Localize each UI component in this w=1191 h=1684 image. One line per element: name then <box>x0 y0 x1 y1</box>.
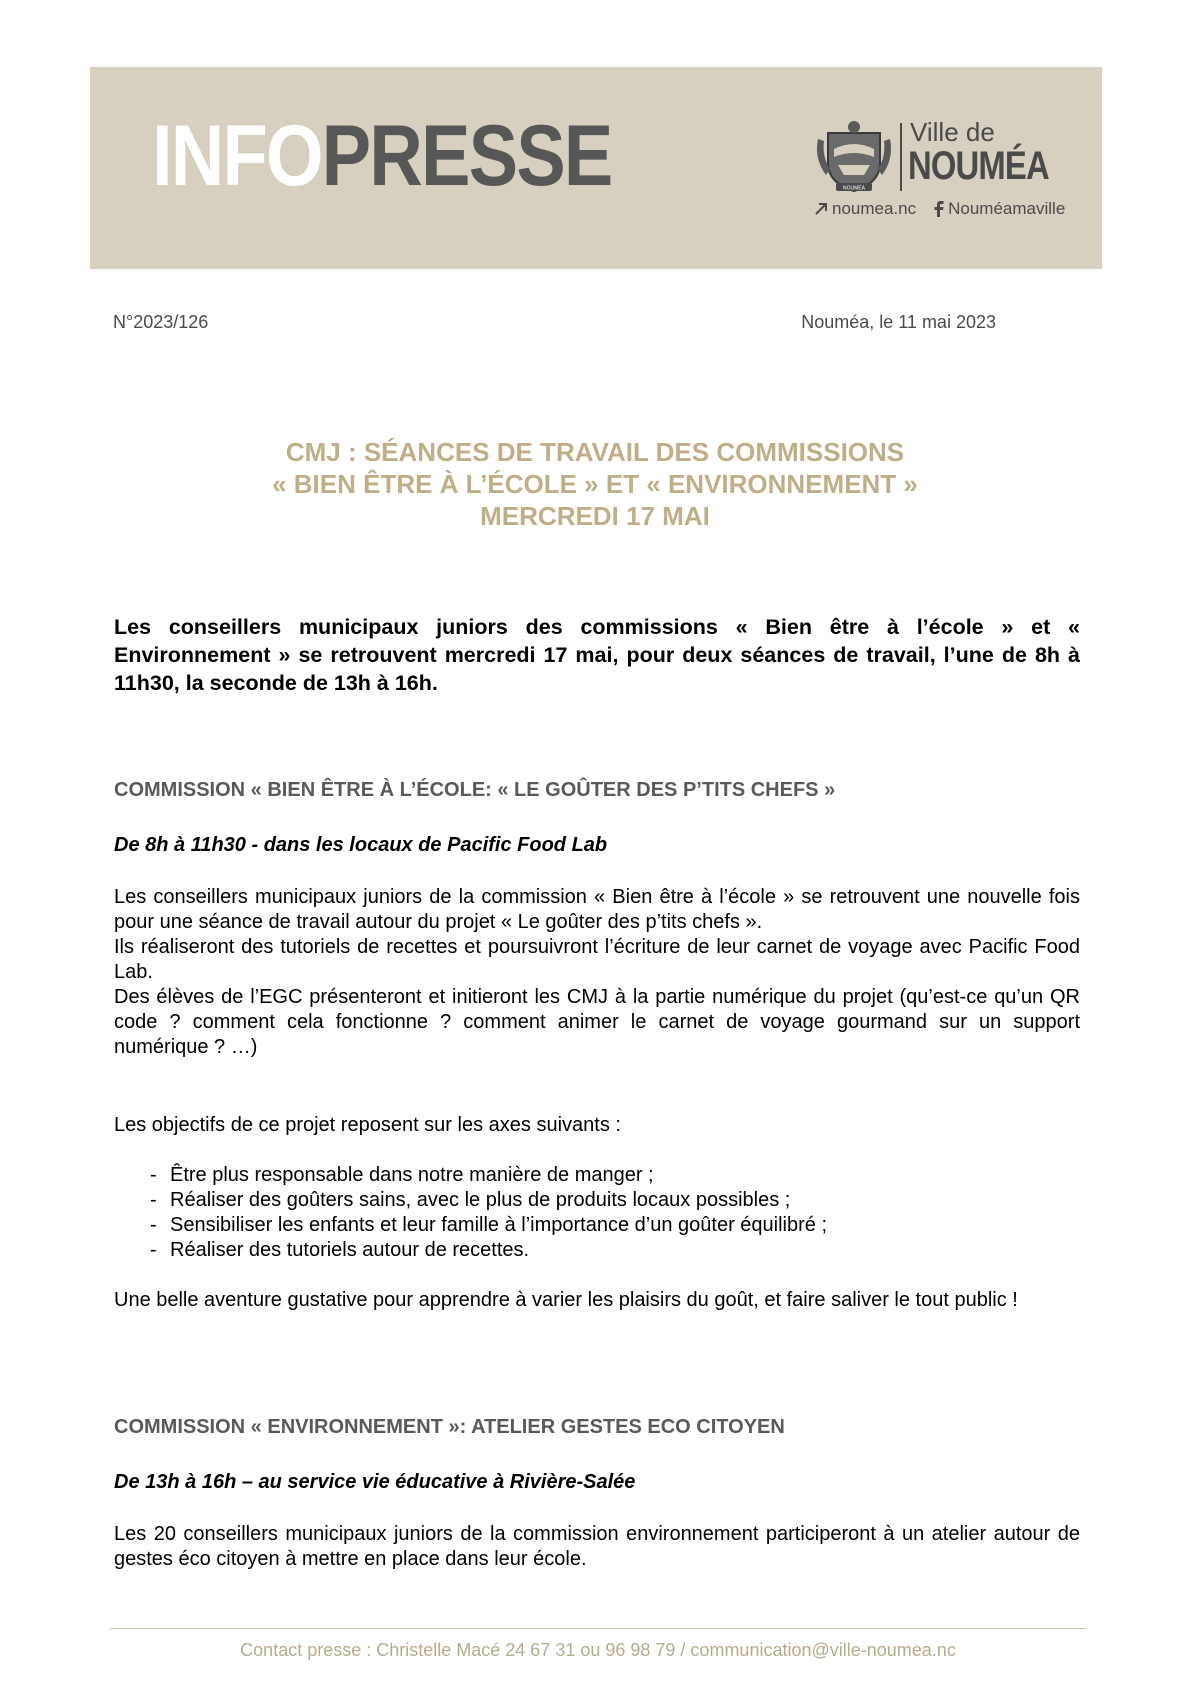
paragraph-bien-etre-2: Ils réaliseront des tutoriels de recettes et poursuivront l’écriture de leur carnet de voyage avec Pacific Food Lab. <box>114 936 1080 983</box>
list-item: - Réaliser des goûters sains, avec le plus de produits locaux possibles ; <box>148 1188 827 1213</box>
banner-title-info: INFO <box>152 108 322 204</box>
closing-paragraph: Une belle aventure gustative pour apprendre à varier les plaisirs du goût, et faire saliver le tout public ! <box>114 1289 1018 1311</box>
banner-title <box>152 108 612 204</box>
paragraph-environnement-1: Les 20 conseillers municipaux juniors de la commission environnement participeront à un atelier autour de gestes éco citoyen à mettre en place dans leur école. <box>114 1523 1080 1570</box>
list-item: - Être plus responsable dans notre manière de manger ; <box>148 1163 827 1188</box>
section-heading-environnement: COMMISSION « ENVIRONNEMENT »: ATELIER GESTES ECO CITOYEN <box>114 1416 785 1438</box>
press-release-number: N°2023/126 <box>113 312 209 332</box>
crest-banner-text: NOUMÉA <box>843 185 865 192</box>
logo-noumea: NOUMÉA <box>908 144 1049 188</box>
section-heading-bien-etre: COMMISSION « BIEN ÊTRE À L’ÉCOLE: « LE GOÛTER DES P’TITS CHEFS » <box>114 779 836 801</box>
section-subheading-bien-etre: De 8h à 11h30 - dans les locaux de Pacific Food Lab <box>114 834 608 856</box>
crest-icon <box>814 119 894 195</box>
website-link[interactable]: noumea.nc <box>832 199 917 218</box>
footer-contact: Contact presse : Christelle Macé 24 67 31 ou 96 98 79 / communication@ville-noumea.nc <box>240 1640 956 1660</box>
title-line-2: « BIEN ÊTRE À L’ÉCOLE » ET « ENVIRONNEMENT » <box>272 469 918 499</box>
title-line-1: CMJ : SÉANCES DE TRAVAIL DES COMMISSIONS <box>285 437 905 467</box>
facebook-link[interactable]: Nouméamaville <box>948 199 1066 218</box>
logo-links <box>814 199 1065 219</box>
title-line-3: MERCREDI 17 MAI <box>480 501 710 531</box>
facebook-icon <box>934 201 944 217</box>
release-date: Nouméa, le 11 mai 2023 <box>801 312 996 332</box>
paragraph-bien-etre-1: Les conseillers municipaux juniors de la commission « Bien être à l’école » se retrouvent une nouvelle fois pour une séance de travail autour du projet « Le goûter des p’tits chefs ». <box>114 886 1080 933</box>
list-item: - Réaliser des tutoriels autour de recettes. <box>148 1238 827 1263</box>
section-subheading-environnement: De 13h à 16h – au service vie éducative à Rivière-Salée <box>114 1471 636 1493</box>
city-logo[interactable] <box>814 117 1066 219</box>
objectives-intro: Les objectifs de ce projet reposent sur les axes suivants : <box>114 1114 621 1136</box>
header-banner <box>90 67 1102 269</box>
list-item: - Sensibiliser les enfants et leur famille à l’importance d’un goûter équilibré ; <box>148 1213 827 1238</box>
banner-title-presse: PRESSE <box>321 108 612 204</box>
objectives-list <box>148 1163 827 1263</box>
logo-ville-de: Ville de <box>910 117 995 147</box>
footer-divider <box>110 1628 1086 1629</box>
lead-paragraph: Les conseillers municipaux juniors des commissions « Bien être à l’école » et « Environnement » se retrouvent mercredi 17 mai, pour deux séances de travail, l’une de 8h à 11h30, la seconde de 13h à 16h. <box>114 615 1080 695</box>
arrow-icon <box>814 202 828 216</box>
logo-divider <box>900 123 902 191</box>
page-title <box>140 436 1050 532</box>
paragraph-bien-etre-3: Des élèves de l’EGC présenteront et initieront les CMJ à la partie numérique du projet (qu’est-ce qu’un QR code ? comment cela fonctionne ? comment animer le carnet de voyage gourmand sur un support numérique ? …) <box>114 986 1080 1058</box>
